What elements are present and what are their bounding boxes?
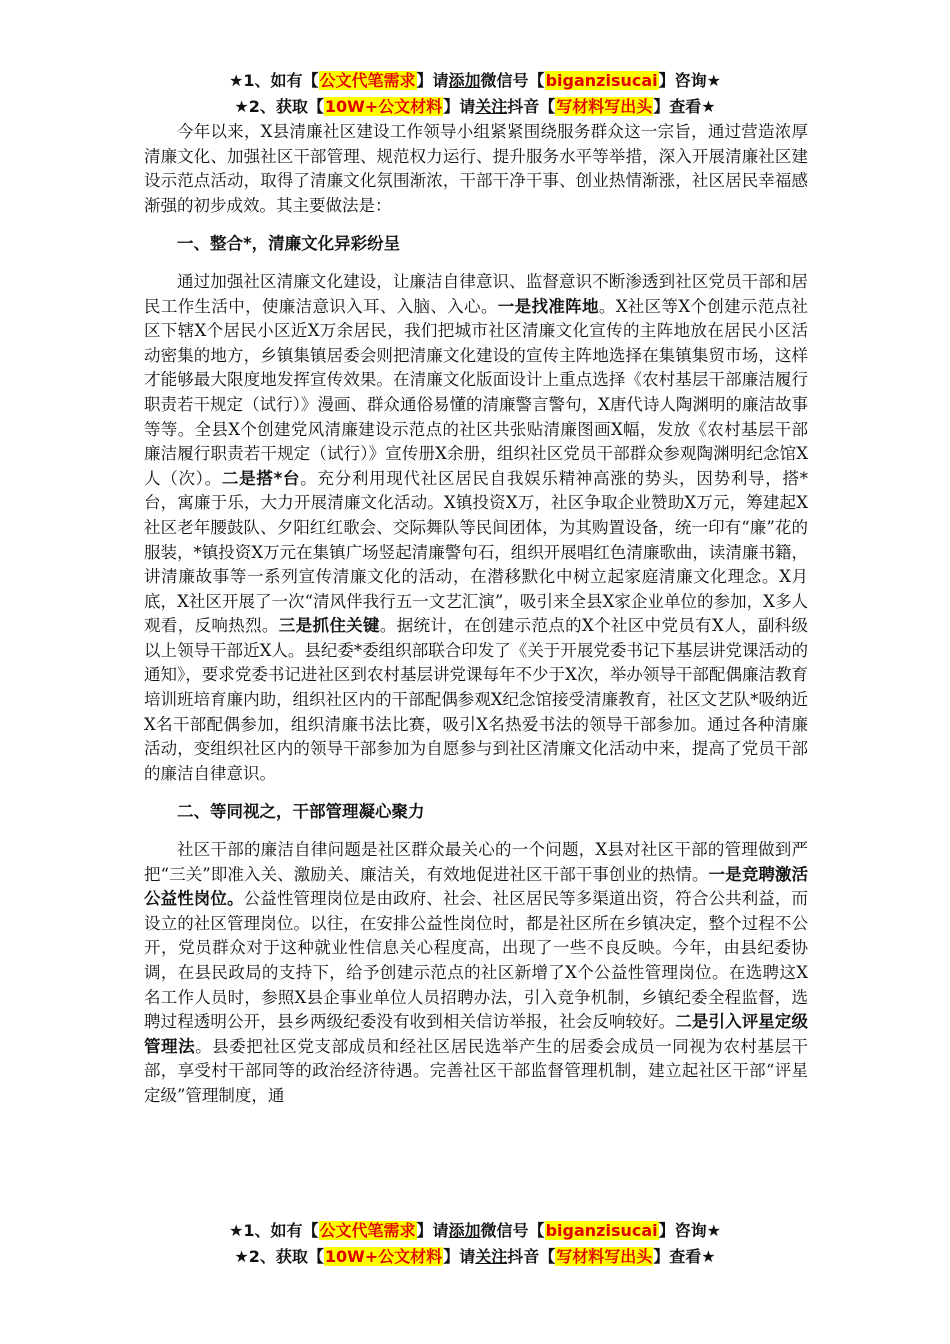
promo-text: 】咨询★ xyxy=(658,1221,721,1240)
promo-underline: 添加 xyxy=(448,1221,481,1240)
paragraph-text: 公益性管理岗位是由政府、社会、社区居民等多渠道出资，符合公共利益，而设立的社区管理岗位。以往，在安排公益性岗位时，都是社区所在乡镇决定，整个过程不公开，党员群众对于这种就业性信息关心程度高，出现了一些不良反映。今年，由县纪委协调，在县民政局的支持下，给予创建示范点的社区新增了X个公益性管理岗位。在选聘这X名工作人员时，参照X县企事业单位人员招聘办法，引入竞争机制，乡镇纪委全程监督，选聘过程透明公开，县乡两级纪委没有收到相关信访举报，社会反响较好。 xyxy=(144,889,809,1032)
promo-highlight-douyin: 写材料写出头 xyxy=(556,1247,653,1266)
promo-underline: 添加 xyxy=(448,71,481,90)
paragraph-text: 通过加强社区清廉文化建设，让廉洁自律意识、监督意识不断渗透到社区党员干部和居民工作生活中，使廉洁意识入耳、入脑、入心。 xyxy=(144,271,808,316)
promo-text: 微信号【 xyxy=(480,71,545,90)
bold-point: 二是引入评星定级管理法 xyxy=(144,1012,809,1056)
promo-text: 】请 xyxy=(416,71,449,90)
promo-banner-bottom xyxy=(0,1218,950,1270)
promo-banner-top xyxy=(0,68,950,120)
promo-text: 】请 xyxy=(443,1247,476,1266)
intro-paragraph: 今年以来，X县清廉社区建设工作领导小组紧紧围绕服务群众这一宗旨，通过营造浓厚清廉文化、加强社区干部管理、规范权力运行、提升服务水平等举措，深入开展清廉社区建设示范点活动，取得了清廉文化氛围渐浓，干部干净干事、创业热情渐涨，社区居民幸福感渐强的初步成效。其主要做法是： xyxy=(144,122,808,215)
paragraph-text: 社区干部的廉洁自律问题是社区群众最关心的一个问题，X县对社区干部的管理做到严把“三关”即准入关、激励关、廉洁关，有效地促进社区干部干事创业的热情。 xyxy=(144,840,808,884)
bold-point: 三是抓住关键 xyxy=(278,616,380,636)
bold-point: 一是找准阵地 xyxy=(497,296,599,316)
promo-text: ★1、如有【 xyxy=(229,1221,319,1240)
promo-text: ★1、如有【 xyxy=(229,71,319,90)
promo-text: 抖音【 xyxy=(507,1247,556,1266)
section-1-paragraph xyxy=(144,270,808,786)
promo-text: 】请 xyxy=(443,97,476,116)
paragraph-text: 。充分利用现代社区居民自我娱乐精神高涨的势头，因势利导，搭*台，寓廉于乐，大力开展清廉文化活动。X镇投资X万，社区争取企业赞助X万元，筹建起X社区老年腰鼓队、夕阳红红歌会、交际舞队等民间团体，为其购置设备，统一印有“廉”花的服装，*镇投资X万元在集镇广场竖起清廉警句石，组织开展唱红色清廉歌曲，读清廉书籍，讲清廉故事等一系列宣传清廉文化的活动，在潜移默化中树立起家庭清廉文化理念。X月底，X社区开展了一次“清风伴我行五一文艺汇演”，吸引来全县X家企业单位的参加，X多人观看，反响热烈。 xyxy=(144,468,808,636)
section-2-paragraph xyxy=(144,838,808,1109)
promo-underline: 关注 xyxy=(475,1247,508,1266)
bold-point: 一是竞聘激活公益性岗位。 xyxy=(144,864,809,909)
promo-underline: 关注 xyxy=(475,97,508,116)
section-heading-1: 一、整合*，清廉文化异彩纷呈 xyxy=(177,234,401,254)
promo-line-2 xyxy=(0,94,950,120)
promo-highlight: 公文代笔需求 xyxy=(319,71,416,90)
promo-text: 抖音【 xyxy=(507,97,556,116)
promo-line-1 xyxy=(0,1218,950,1244)
promo-text: ★2、获取【 xyxy=(234,1247,324,1266)
promo-highlight: 10W+公文材料 xyxy=(324,97,443,116)
paragraph-text: 。据统计，在创建示范点的X个社区中党员有X人，副科级以上领导干部近X人。县纪委*委组织部联合印发了《关于开展党委书记下基层讲党课活动的通知》，要求党委书记进社区到农村基层讲党课每年不少于X次，举办领导干部配偶廉洁教育培训班培育廉内助，组织社区内的干部配偶参观X纪念馆接受清廉教育，社区文艺队*吸纳近X名干部配偶参加，组织清廉书法比赛，吸引X名热爱书法的领导干部参加。通过各种清廉活动，变组织社区内的领导干部参加为自愿参与到社区清廉文化活动中来，提高了党员干部的廉洁自律意识。 xyxy=(144,616,809,783)
promo-highlight: 10W+公文材料 xyxy=(324,1247,443,1266)
paragraph-text: 。县委把社区党支部成员和经社区居民选举产生的居委会成员一同视为农村基层干部，享受村干部同等的政治经济待遇。完善社区干部监督管理机制，建立起社区干部“评星定级”管理制度，通 xyxy=(144,1036,809,1105)
section-heading-2: 二、等同视之，干部管理凝心聚力 xyxy=(177,802,425,822)
promo-text: ★2、获取【 xyxy=(234,97,324,116)
bold-point: 二是搭*台 xyxy=(221,468,301,488)
promo-highlight-wechat-id: biganzisucai xyxy=(545,1221,658,1240)
promo-line-2 xyxy=(0,1244,950,1270)
promo-text: 】查看★ xyxy=(653,97,716,116)
promo-text: 】咨询★ xyxy=(658,71,721,90)
promo-highlight-wechat-id: biganzisucai xyxy=(545,71,658,90)
promo-highlight-douyin: 写材料写出头 xyxy=(556,97,653,116)
promo-text: 】请 xyxy=(416,1221,449,1240)
promo-line-1 xyxy=(0,68,950,94)
promo-text: 】查看★ xyxy=(653,1247,716,1266)
paragraph-text: 。X社区等X个创建示范点社区下辖X个居民小区近X万余居民，我们把城市社区清廉文化宣传的主阵地放在居民小区活动密集的地方，乡镇集镇居委会则把清廉文化建设的宣传主阵地选择在集镇集贸市场，这样才能够最大限度地发挥宣传效果。在清廉文化版面设计上重点选择《农村基层干部廉洁履行职责若干规定（试行）》漫画、群众通俗易懂的清廉警言警句，X唐代诗人陶渊明的廉洁故事等等。全县X个创建党风清廉建设示范点的社区共张贴清廉图画X幅，发放《农村基层干部廉洁履行职责若干规定（试行）》宣传册X余册，组织社区党员干部群众参观陶渊明纪念馆X人（次）。 xyxy=(144,296,809,488)
promo-text: 微信号【 xyxy=(480,1221,545,1240)
document-body xyxy=(144,120,808,1109)
promo-highlight: 公文代笔需求 xyxy=(319,1221,416,1240)
